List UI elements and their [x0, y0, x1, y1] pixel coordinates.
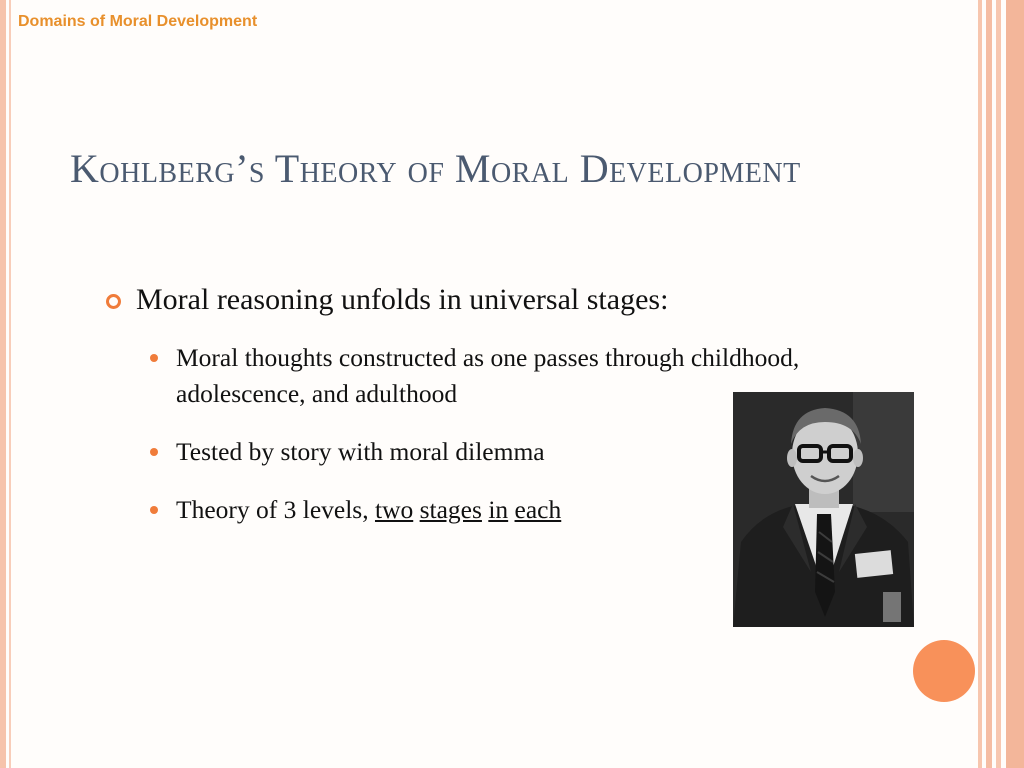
decorative-stripe — [9, 0, 11, 768]
decorative-stripe — [986, 0, 992, 768]
bullet-main-text: Moral reasoning unfolds in universal stages: — [136, 283, 669, 316]
underlined-word: each — [514, 495, 562, 524]
decorative-stripe — [0, 0, 6, 768]
decorative-stripe — [1006, 0, 1024, 768]
underlined-word: two — [374, 495, 414, 524]
ring-bullet-icon — [106, 294, 121, 309]
section-header: Domains of Moral Development — [18, 13, 258, 30]
portrait-photo — [733, 392, 914, 627]
sub-bullet-text: Tested by story with moral dilemma — [176, 437, 545, 466]
underlined-word: in — [488, 495, 509, 524]
underlined-word: stages — [419, 495, 482, 524]
sub-bullet-text: Moral thoughts constructed as one passes through childhood, adolescence, and adulthood — [176, 343, 800, 408]
decorative-stripe — [996, 0, 1001, 768]
decorative-stripe — [978, 0, 982, 768]
dot-bullet-icon — [150, 448, 158, 456]
dot-bullet-icon — [150, 354, 158, 362]
dot-bullet-icon — [150, 506, 158, 514]
slide-title: Kohlberg’s Theory of Moral Development — [70, 146, 801, 191]
sub-bullet-prefix: Theory of 3 levels, — [176, 495, 375, 524]
bullet-main — [104, 280, 884, 320]
decorative-circle — [913, 640, 975, 702]
